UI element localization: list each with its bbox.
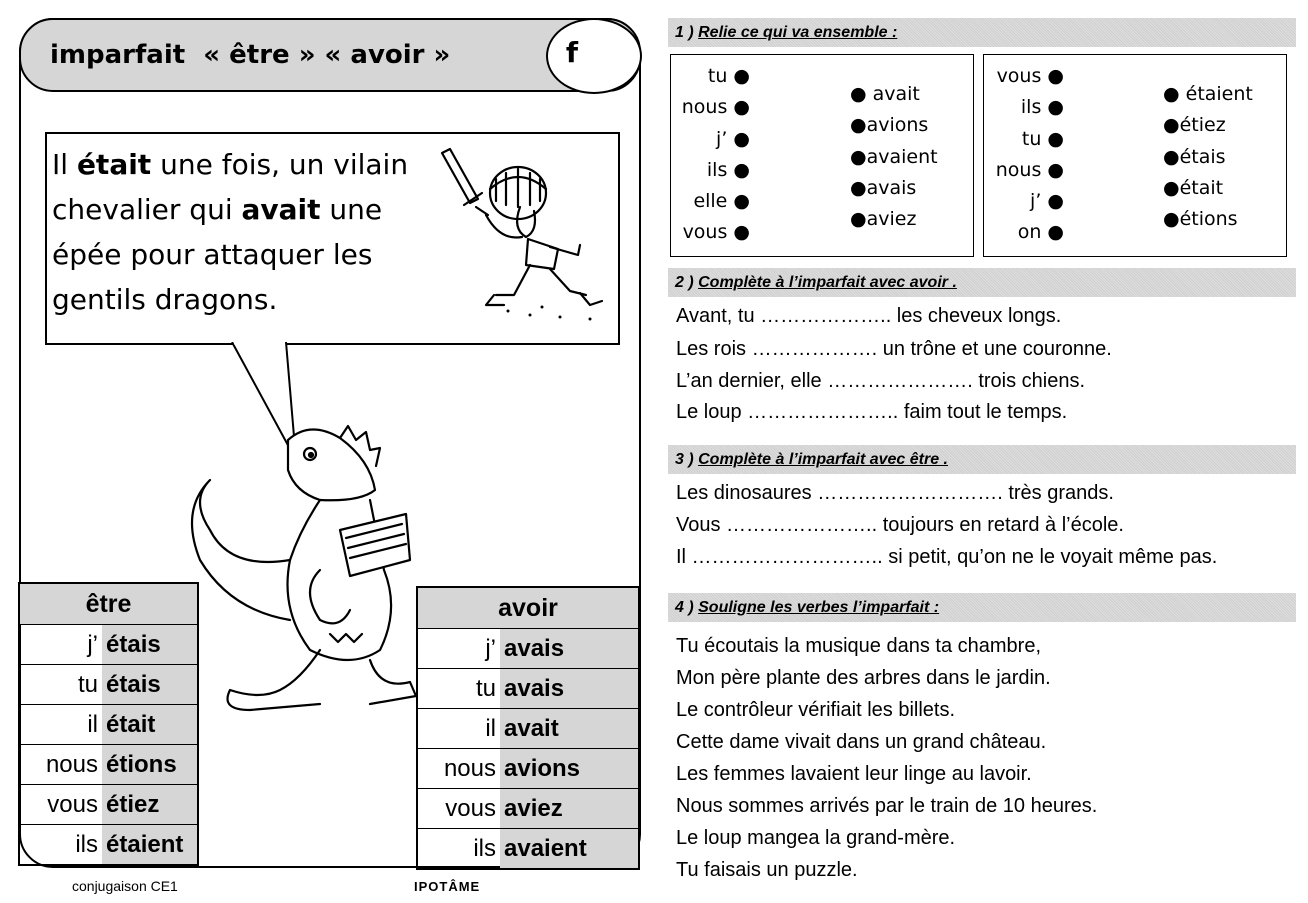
match-verb[interactable]: ● étaient <box>1163 83 1253 105</box>
table-row <box>417 829 639 870</box>
verb-form: étiez <box>102 785 198 825</box>
verb-form: était <box>102 705 198 745</box>
match-verb[interactable]: ●avais <box>850 176 917 199</box>
match-pronoun[interactable]: ils ● <box>706 158 750 181</box>
pronoun-column-avoir <box>674 61 750 249</box>
pronoun: j’ <box>417 629 500 669</box>
exercise-4-header: 4 ) Souligne les verbes l’imparfait : <box>668 593 1296 622</box>
exercise-4-sentence[interactable]: Mon père plante des arbres dans le jardin. <box>676 667 1051 689</box>
match-verb[interactable]: ●avions <box>850 114 929 137</box>
verb-form: avions <box>500 749 639 789</box>
verb-column-avoir <box>850 79 938 235</box>
exercise-3-sentence[interactable]: Il ……………………….. si petit, qu’on ne le voyait même pas. <box>676 546 1218 568</box>
pronoun-column-etre <box>986 61 1064 249</box>
verb-form: avais <box>500 629 639 669</box>
exercise-4-sentence[interactable]: Le loup mangea la grand-mère. <box>676 827 956 849</box>
footer-subject: conjugaison CE1 <box>72 878 178 894</box>
table-row <box>19 825 198 866</box>
verb-form: avais <box>500 669 639 709</box>
card-letter: f <box>565 36 579 69</box>
exercise-4-sentence[interactable]: Les femmes lavaient leur linge au lavoir. <box>676 763 1032 785</box>
match-pronoun[interactable]: nous ● <box>995 158 1064 181</box>
match-verb[interactable]: ● avait <box>850 83 920 105</box>
match-verb[interactable]: ●étais <box>1163 145 1226 168</box>
exercise-2-sentence[interactable]: Avant, tu ……………….. les cheveux longs. <box>676 305 1062 327</box>
exercise-3-sentence[interactable]: Les dinosaures ………………………. très grands. <box>676 482 1114 504</box>
verb-form: étais <box>102 625 198 665</box>
match-verb[interactable]: ●avaient <box>850 145 938 168</box>
match-pronoun[interactable]: vous ● <box>996 65 1064 87</box>
pronoun: j’ <box>19 625 102 665</box>
exercise-3-header: 3 ) Complète à l’imparfait avec être . <box>668 445 1296 474</box>
exercise-3-sentence[interactable]: Vous ………………….. toujours en retard à l’école. <box>676 514 1124 536</box>
exercise-2-sentence[interactable]: Les rois ………………. un trône et une couronne. <box>676 338 1112 360</box>
exercise-4-sentence[interactable]: Tu faisais un puzzle. <box>676 859 858 881</box>
etre-table-header: être <box>19 583 198 625</box>
lesson-title: imparfait « être » « avoir » <box>50 40 451 70</box>
match-pronoun[interactable]: tu ● <box>707 65 750 87</box>
verb-form: étions <box>102 745 198 785</box>
etre-conjugation-table <box>18 582 199 866</box>
pronoun: nous <box>19 745 102 785</box>
exercise-4-sentence[interactable]: Tu écoutais la musique dans ta chambre, <box>676 635 1042 657</box>
match-verb[interactable]: ●étions <box>1163 208 1238 231</box>
match-pronoun[interactable]: on ● <box>1017 221 1064 244</box>
pronoun: il <box>19 705 102 745</box>
pronoun: vous <box>19 785 102 825</box>
verb-form: étaient <box>102 825 198 866</box>
match-verb[interactable]: ●étiez <box>1163 114 1226 137</box>
verb-form: aviez <box>500 789 639 829</box>
exercise-4-sentence[interactable]: Le contrôleur vérifiait les billets. <box>676 699 956 721</box>
table-row <box>417 789 639 829</box>
match-pronoun[interactable]: vous ● <box>682 221 750 244</box>
match-verb[interactable]: ●était <box>1163 176 1224 199</box>
avoir-conjugation-table <box>416 586 640 870</box>
table-row <box>19 785 198 825</box>
knight-illustration <box>430 145 615 325</box>
exercise-2-header: 2 ) Complète à l’imparfait avec avoir . <box>668 268 1296 297</box>
table-row <box>417 669 639 709</box>
pronoun: nous <box>417 749 500 789</box>
verb-form: avaient <box>500 829 639 870</box>
verb-form: étais <box>102 665 198 705</box>
table-row <box>19 745 198 785</box>
match-verb[interactable]: ●aviez <box>850 208 917 231</box>
match-pronoun[interactable]: tu ● <box>1021 127 1064 150</box>
dragon-illustration <box>170 420 420 720</box>
match-pronoun[interactable]: ils ● <box>1020 96 1064 119</box>
pronoun: tu <box>417 669 500 709</box>
pronoun: vous <box>417 789 500 829</box>
table-row <box>19 705 198 745</box>
verb-column-etre <box>1163 79 1253 235</box>
exercise-2-sentence[interactable]: Le loup ………………….. faim tout le temps. <box>676 401 1068 423</box>
table-row <box>417 749 639 789</box>
table-row <box>417 629 639 669</box>
exercise-1-header: 1 ) Relie ce qui va ensemble : <box>668 18 1296 47</box>
pronoun: il <box>417 709 500 749</box>
exercise-4-sentence[interactable]: Nous sommes arrivés par le train de 10 heures. <box>676 795 1098 817</box>
match-pronoun[interactable]: j’ ● <box>1030 190 1064 213</box>
avoir-table-header: avoir <box>417 587 639 629</box>
footer-brand-logo: IPOTÂME <box>414 879 481 894</box>
pronoun: ils <box>19 825 102 866</box>
pronoun: tu <box>19 665 102 705</box>
match-pronoun[interactable]: elle ● <box>693 190 750 213</box>
table-row <box>19 665 198 705</box>
exercise-2-sentence[interactable]: L’an dernier, elle …………………. trois chiens. <box>676 370 1086 392</box>
pronoun: ils <box>417 829 500 870</box>
exercise-4-sentence[interactable]: Cette dame vivait dans un grand château. <box>676 731 1047 753</box>
verb-form: avait <box>500 709 639 749</box>
table-row <box>417 709 639 749</box>
speech-bubble-text: Il était une fois, un vilain chevalier qui avait une épée pour attaquer les gentils dragons. <box>52 148 409 316</box>
match-pronoun[interactable]: nous ● <box>681 96 750 119</box>
match-pronoun[interactable]: j’ ● <box>716 127 750 150</box>
table-row <box>19 625 198 665</box>
